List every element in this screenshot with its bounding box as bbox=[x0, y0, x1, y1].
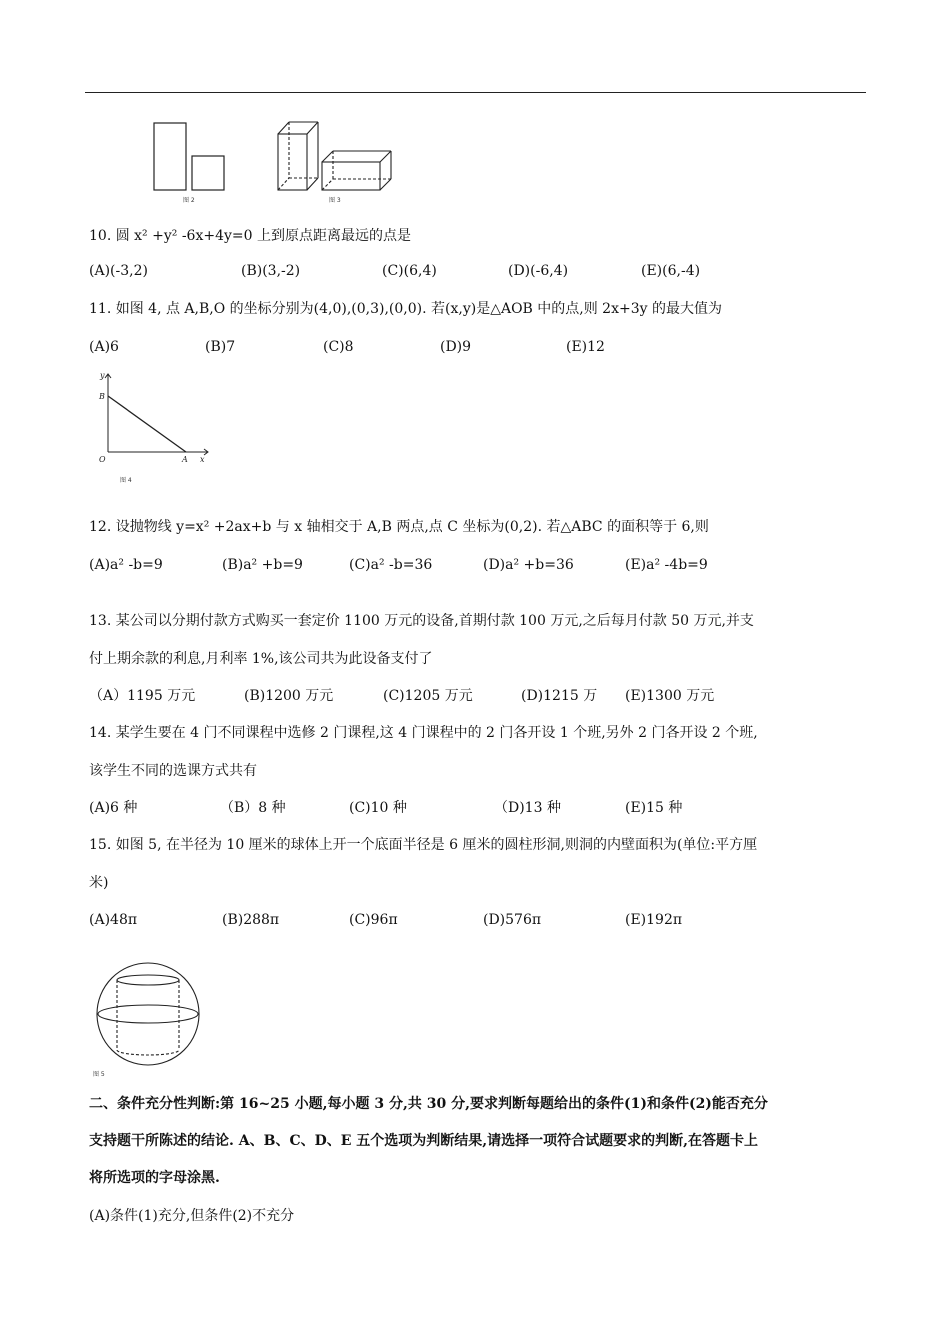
q11-option-d: (D)9 bbox=[440, 339, 472, 355]
figure-5-caption: 图 5 bbox=[93, 1071, 105, 1078]
q15-option-c: (C)96π bbox=[349, 912, 398, 928]
figure-4-b-label: B bbox=[99, 392, 105, 401]
q14-option-b: （B）8 种 bbox=[220, 800, 286, 816]
section2-line3: 将所选项的字母涂黑. bbox=[89, 1170, 220, 1186]
figure-4-o-label: O bbox=[99, 455, 106, 464]
q14-stem-line1: 14. 某学生要在 4 门不同课程中选修 2 门课程,这 4 门课程中的 2 门各开设 1 个班,另外 2 门各开设 2 个班, bbox=[89, 725, 758, 741]
q15-stem-line1: 15. 如图 5, 在半径为 10 厘米的球体上开一个底面半径是 6 厘米的圆柱形洞,则洞的内壁面积为(单位:平方厘 bbox=[89, 837, 758, 853]
figure-4 bbox=[90, 368, 215, 488]
q15-stem-line2: 米) bbox=[89, 875, 109, 891]
q11-option-e: (E)12 bbox=[566, 339, 605, 355]
q14-option-a: (A)6 种 bbox=[89, 800, 138, 816]
q13-stem-line2: 付上期余款的利息,月利率 1%,该公司共为此设备支付了 bbox=[89, 651, 433, 667]
q13-option-a: （A）1195 万元 bbox=[89, 688, 196, 704]
q13-option-e: (E)1300 万元 bbox=[625, 688, 715, 704]
figure-2-caption: 图 2 bbox=[183, 197, 195, 204]
q10-option-a: (A)(-3,2) bbox=[89, 263, 148, 279]
figure-2 bbox=[150, 118, 230, 206]
q13-option-d: (D)1215 万 bbox=[521, 688, 598, 704]
q12-stem: 12. 设抛物线 y=x² +2ax+b 与 x 轴相交于 A,B 两点,点 C 坐标为(0,2). 若△ABC 的面积等于 6,则 bbox=[89, 519, 709, 535]
q15-option-d: (D)576π bbox=[483, 912, 542, 928]
q14-option-e: (E)15 种 bbox=[625, 800, 683, 816]
q13-option-b: (B)1200 万元 bbox=[244, 688, 334, 704]
figure-4-a-label: A bbox=[182, 455, 188, 464]
figure-3 bbox=[273, 116, 398, 206]
q10-option-b: (B)(3,-2) bbox=[241, 263, 301, 279]
q10-option-e: (E)(6,-4) bbox=[641, 263, 701, 279]
q11-option-b: (B)7 bbox=[205, 339, 236, 355]
figure-4-y-label: y bbox=[100, 371, 105, 380]
figure-4-x-label: x bbox=[200, 455, 205, 464]
q11-option-a: (A)6 bbox=[89, 339, 119, 355]
figure-3-caption: 图 3 bbox=[329, 197, 341, 204]
q15-option-a: (A)48π bbox=[89, 912, 138, 928]
section2-line2: 支持题干所陈述的结论. A、B、C、D、E 五个选项为判断结果,请选择一项符合试题要求的判断,在答题卡上 bbox=[89, 1133, 759, 1149]
q12-option-c: (C)a² -b=36 bbox=[349, 557, 433, 573]
q10-option-d: (D)(-6,4) bbox=[508, 263, 569, 279]
q12-option-b: (B)a² +b=9 bbox=[222, 557, 303, 573]
figure-4-caption: 图 4 bbox=[120, 477, 132, 484]
section2-option-a: (A)条件(1)充分,但条件(2)不充分 bbox=[89, 1208, 295, 1224]
figure-5 bbox=[90, 962, 208, 1082]
q14-option-d: （D)13 种 bbox=[494, 800, 561, 816]
q12-option-d: (D)a² +b=36 bbox=[483, 557, 574, 573]
q10-option-c: (C)(6,4) bbox=[382, 263, 437, 279]
header-rule bbox=[85, 92, 866, 93]
q13-option-c: (C)1205 万元 bbox=[383, 688, 473, 704]
q12-option-a: (A)a² -b=9 bbox=[89, 557, 163, 573]
q15-option-b: (B)288π bbox=[222, 912, 280, 928]
q13-stem-line1: 13. 某公司以分期付款方式购买一套定价 1100 万元的设备,首期付款 100 万元,之后每月付款 50 万元,并支 bbox=[89, 613, 754, 629]
q14-option-c: (C)10 种 bbox=[349, 800, 407, 816]
section2-line1: 二、条件充分性判断:第 16~25 小题,每小题 3 分,共 30 分,要求判断每题给出的条件(1)和条件(2)能否充分 bbox=[89, 1096, 768, 1112]
q12-option-e: (E)a² -4b=9 bbox=[625, 557, 708, 573]
q15-option-e: (E)192π bbox=[625, 912, 683, 928]
q14-stem-line2: 该学生不同的选课方式共有 bbox=[89, 763, 257, 779]
q10-stem: 10. 圆 x² +y² -6x+4y=0 上到原点距离最远的点是 bbox=[89, 228, 411, 244]
q11-stem: 11. 如图 4, 点 A,B,O 的坐标分别为(4,0),(0,3),(0,0). 若(x,y)是△AOB 中的点,则 2x+3y 的最大值为 bbox=[89, 301, 722, 317]
q11-option-c: (C)8 bbox=[323, 339, 354, 355]
